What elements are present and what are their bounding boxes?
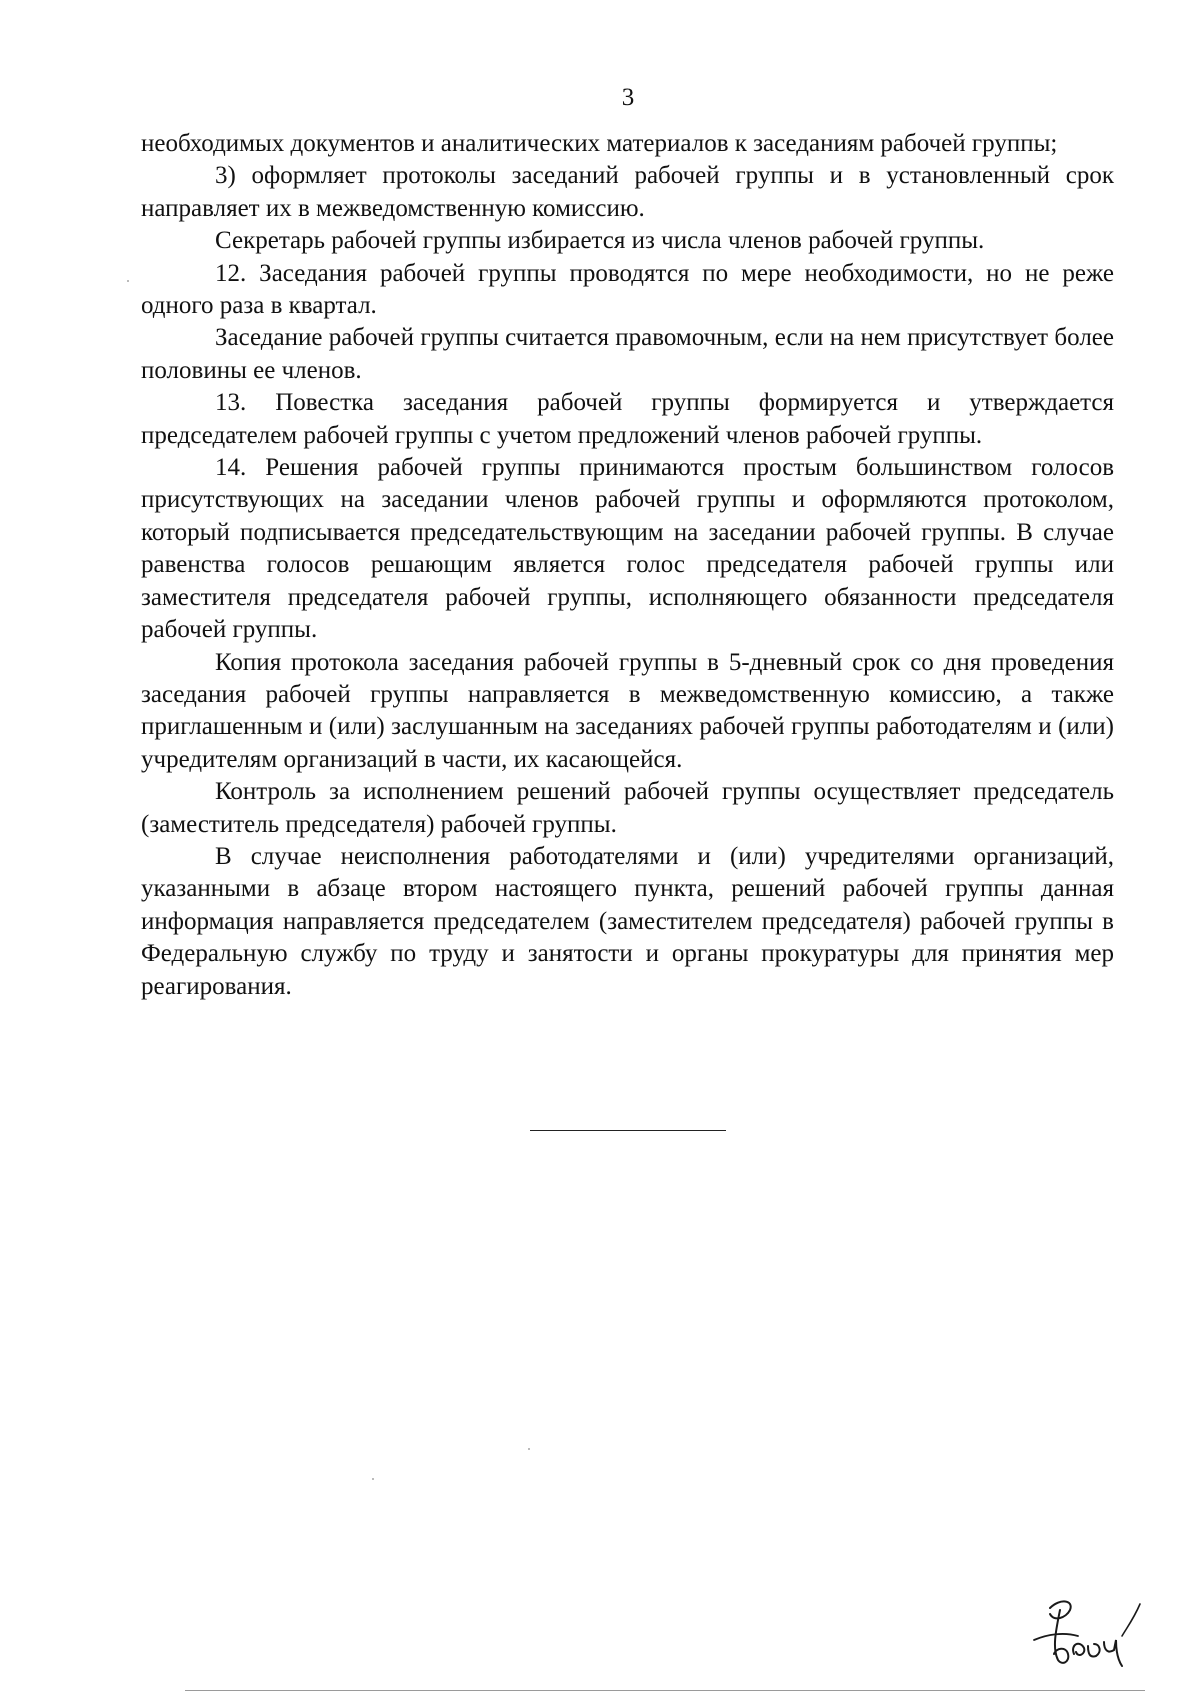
paragraph-continuation: необходимых документов и аналитических материалов к заседаниям рабочей группы; xyxy=(141,130,1058,157)
scan-edge-line xyxy=(185,1690,1145,1691)
paragraph-item-3: 3) оформляет протоколы заседаний рабочей группы и в установленный срок направляет их в межведомственную комиссию. xyxy=(141,162,1114,222)
page-number: 3 xyxy=(621,84,635,111)
paragraph-clause-13: 13. Повестка заседания рабочей группы формируется и утверждается председателем рабочей группы с учетом предложений членов рабочей группы. xyxy=(141,389,1114,449)
paragraph-quorum: Заседание рабочей группы считается правомочным, если на нем присутствует более половины ее членов. xyxy=(141,324,1114,384)
scan-speck xyxy=(372,1478,374,1480)
scan-speck xyxy=(528,1448,530,1450)
paragraph-control: Контроль за исполнением решений рабочей группы осуществляет председатель (заместитель председателя) рабочей группы. xyxy=(141,778,1114,838)
paragraph-non-compliance: В случае неисполнения работодателями и (или) учредителями организаций, указанными в абзаце втором настоящего пункта, решений рабочей группы данная информация направляется председателем (заместителем председателя) рабочей группы в Федеральную службу по труду и занятости и органы прокуратуры для принятия мер реагирования. xyxy=(141,842,1114,1000)
document-body xyxy=(141,128,1114,1003)
handwritten-signature xyxy=(1030,1596,1148,1670)
scan-speck xyxy=(127,280,129,282)
paragraph-protocol-copy: Копия протокола заседания рабочей группы в 5-дневный срок со дня проведения заседания рабочей группы направляется в межведомственную комиссию, а также приглашенным и (или) заслушанным на заседаниях рабочей группы работодателям и (или) учредителям организаций в части, их касающейся. xyxy=(141,648,1114,773)
closing-divider xyxy=(530,1130,726,1131)
paragraph-secretary: Секретарь рабочей группы избирается из числа членов рабочей группы. xyxy=(215,227,985,255)
paragraph-clause-12: 12. Заседания рабочей группы проводятся по мере необходимости, но не реже одного раза в квартал. xyxy=(141,259,1114,320)
paragraph-clause-14: 14. Решения рабочей группы принимаются простым большинством голосов присутствующих на заседании членов рабочей группы и оформляются протоколом, который подписывается председательствующим на заседании рабочей группы. В случае равенства голосов решающим является голос председателя рабочей группы или заместителя председателя рабочей группы, исполняющего обязанности председателя рабочей группы. xyxy=(141,454,1114,644)
